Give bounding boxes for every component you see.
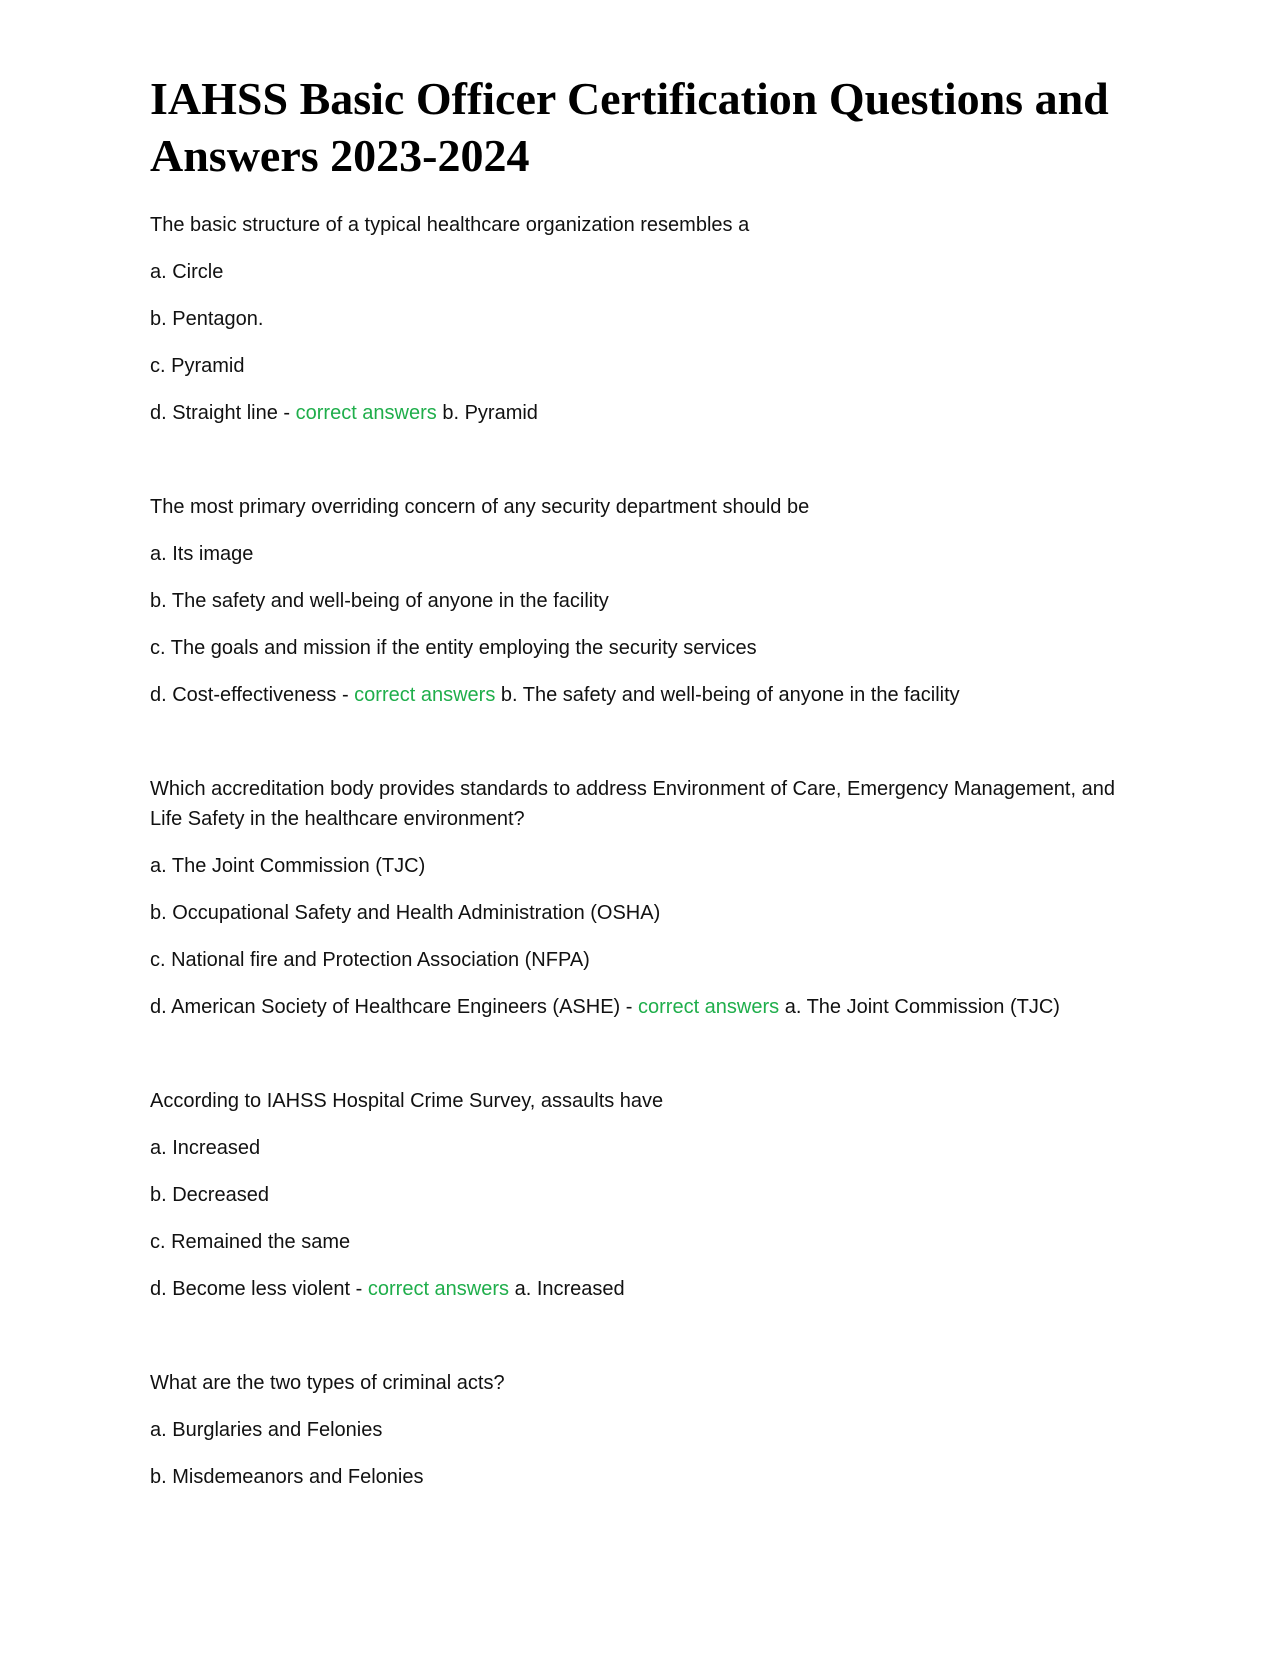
correct-answer-text: a. Increased [509,1278,625,1300]
correct-answers-tag: correct answers [354,684,496,706]
answer-option: b. Misdemeanors and Felonies [150,1466,424,1488]
answer-option-with-key [150,1274,1140,1304]
question-stem: The basic structure of a typical healthcare organization resembles a [150,214,750,236]
answer-option: c. National fire and Protection Association (NFPA) [150,949,590,971]
question-block [150,1368,1140,1492]
answer-option-with-key [150,992,1140,1022]
answer-option: c. The goals and mission if the entity employing the security services [150,637,757,659]
answer-option-text: d. Cost-effectiveness - [150,684,355,706]
answer-option: a. The Joint Commission (TJC) [150,855,426,877]
correct-answer-text: b. Pyramid [436,402,538,424]
answer-option: b. Decreased [150,1184,269,1206]
correct-answers-tag: correct answers [638,996,780,1018]
answer-option-text: d. Straight line - [150,402,296,424]
answer-option: b. Occupational Safety and Health Administration (OSHA) [150,902,661,924]
question-stem: According to IAHSS Hospital Crime Survey, assaults have [150,1090,664,1112]
answer-option: b. Pentagon. [150,308,264,330]
question-stem: What are the two types of criminal acts? [150,1372,505,1394]
correct-answers-tag: correct answers [367,1278,510,1300]
answer-option: a. Its image [150,543,254,565]
answer-option-with-key [150,680,1140,710]
question-stem: Which accreditation body provides standards to address Environment of Care, Emergency Management, and Life Safety in the healthcare environment? [150,778,1115,830]
document-page [150,70,1140,1556]
question-block [150,210,1140,428]
answer-option-text: d. American Society of Healthcare Engineers (ASHE) - [150,996,638,1018]
document-title: IAHSS Basic Officer Certification Questions and Answers 2023-2024 [150,73,1109,181]
correct-answers-tag: correct answers [295,402,437,424]
correct-answer-text: b. The safety and well-being of anyone in the facility [495,684,960,706]
question-block [150,492,1140,710]
correct-answer-text: a. The Joint Commission (TJC) [779,996,1060,1018]
answer-option: b. The safety and well-being of anyone in the facility [150,590,609,612]
answer-option: c. Remained the same [150,1231,351,1253]
answer-option: a. Burglaries and Felonies [150,1419,383,1441]
question-stem: The most primary overriding concern of any security department should be [150,496,810,518]
answer-option-text: d. Become less violent - [150,1278,368,1300]
question-block [150,774,1140,1022]
answer-option: a. Circle [150,261,224,283]
answer-option: a. Increased [150,1137,261,1159]
answer-option-with-key [150,398,1140,428]
answer-option: c. Pyramid [150,355,245,377]
question-block [150,1086,1140,1304]
